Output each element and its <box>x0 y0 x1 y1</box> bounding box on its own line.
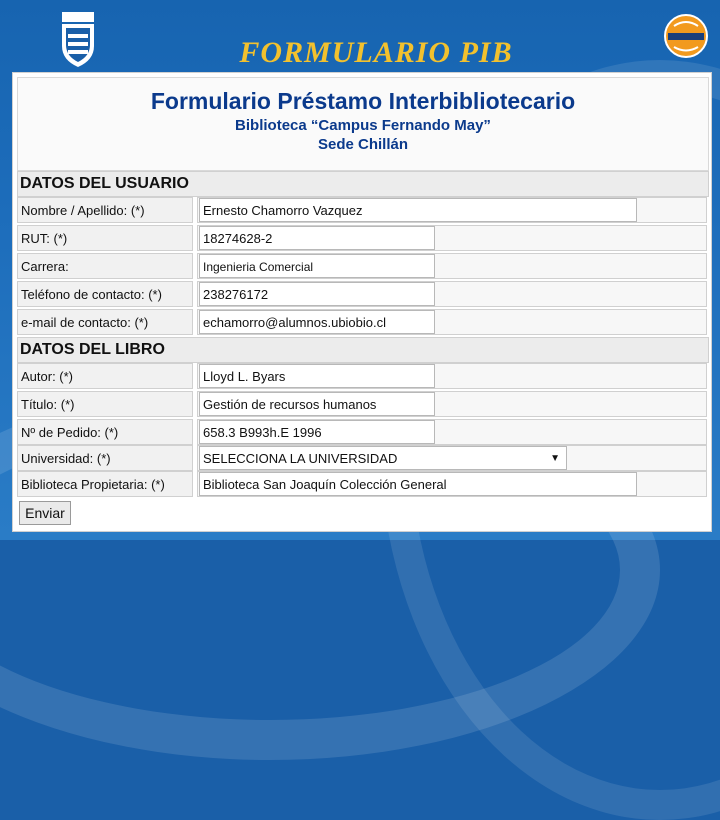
email-label: e-mail de contacto: (*) <box>17 309 193 335</box>
row-email <box>17 309 707 335</box>
chevron-down-icon: ▼ <box>550 453 560 464</box>
section-book-data: DATOS DEL LIBRO <box>17 337 709 363</box>
order-number-label: Nº de Pedido: (*) <box>17 419 193 445</box>
row-order-number <box>17 419 707 445</box>
form-subtitle-library: Biblioteca “Campus Fernando May” <box>235 117 491 134</box>
section-user-data: DATOS DEL USUARIO <box>17 171 709 197</box>
rut-label: RUT: (*) <box>17 225 193 251</box>
owner-library-label: Biblioteca Propietaria: (*) <box>17 471 193 497</box>
university-select[interactable] <box>199 446 567 470</box>
row-phone <box>17 281 707 307</box>
submit-button[interactable]: Enviar <box>19 501 71 525</box>
form-header <box>17 77 709 171</box>
career-label: Carrera: <box>17 253 193 279</box>
row-name <box>17 197 707 223</box>
owner-library-input[interactable]: Biblioteca San Joaquín Colección General <box>199 472 637 496</box>
form-subtitle-campus: Sede Chillán <box>317 136 409 153</box>
row-career <box>17 253 707 279</box>
row-book-title <box>17 391 707 417</box>
row-author <box>17 363 707 389</box>
slide-title: FORMULARIO PIB <box>239 36 513 69</box>
book-title-input[interactable]: Gestión de recursos humanos <box>199 392 435 416</box>
author-input[interactable]: Lloyd L. Byars <box>199 364 435 388</box>
career-select[interactable]: Ingenieria Comercial <box>199 254 435 278</box>
university-label: Universidad: (*) <box>17 445 193 471</box>
book-title-label: Título: (*) <box>17 391 193 417</box>
name-input[interactable]: Ernesto Chamorro Vazquez <box>199 198 637 222</box>
row-rut <box>17 225 707 251</box>
phone-input[interactable]: 238276172 <box>199 282 435 306</box>
name-label: Nombre / Apellido: (*) <box>17 197 193 223</box>
form-title: Formulario Préstamo Interbibliotecario <box>150 88 576 114</box>
author-label: Autor: (*) <box>17 363 193 389</box>
row-owner-library <box>17 471 707 497</box>
email-input[interactable]: echamorro@alumnos.ubiobio.cl <box>199 310 435 334</box>
loan-request-form <box>12 72 712 532</box>
university-selected-value: SELECCIONA LA UNIVERSIDAD <box>203 451 398 466</box>
row-university <box>17 445 707 471</box>
rut-input[interactable]: 18274628-2 <box>199 226 435 250</box>
order-number-input[interactable]: 658.3 B993h.E 1996 <box>199 420 435 444</box>
phone-label: Teléfono de contacto: (*) <box>17 281 193 307</box>
